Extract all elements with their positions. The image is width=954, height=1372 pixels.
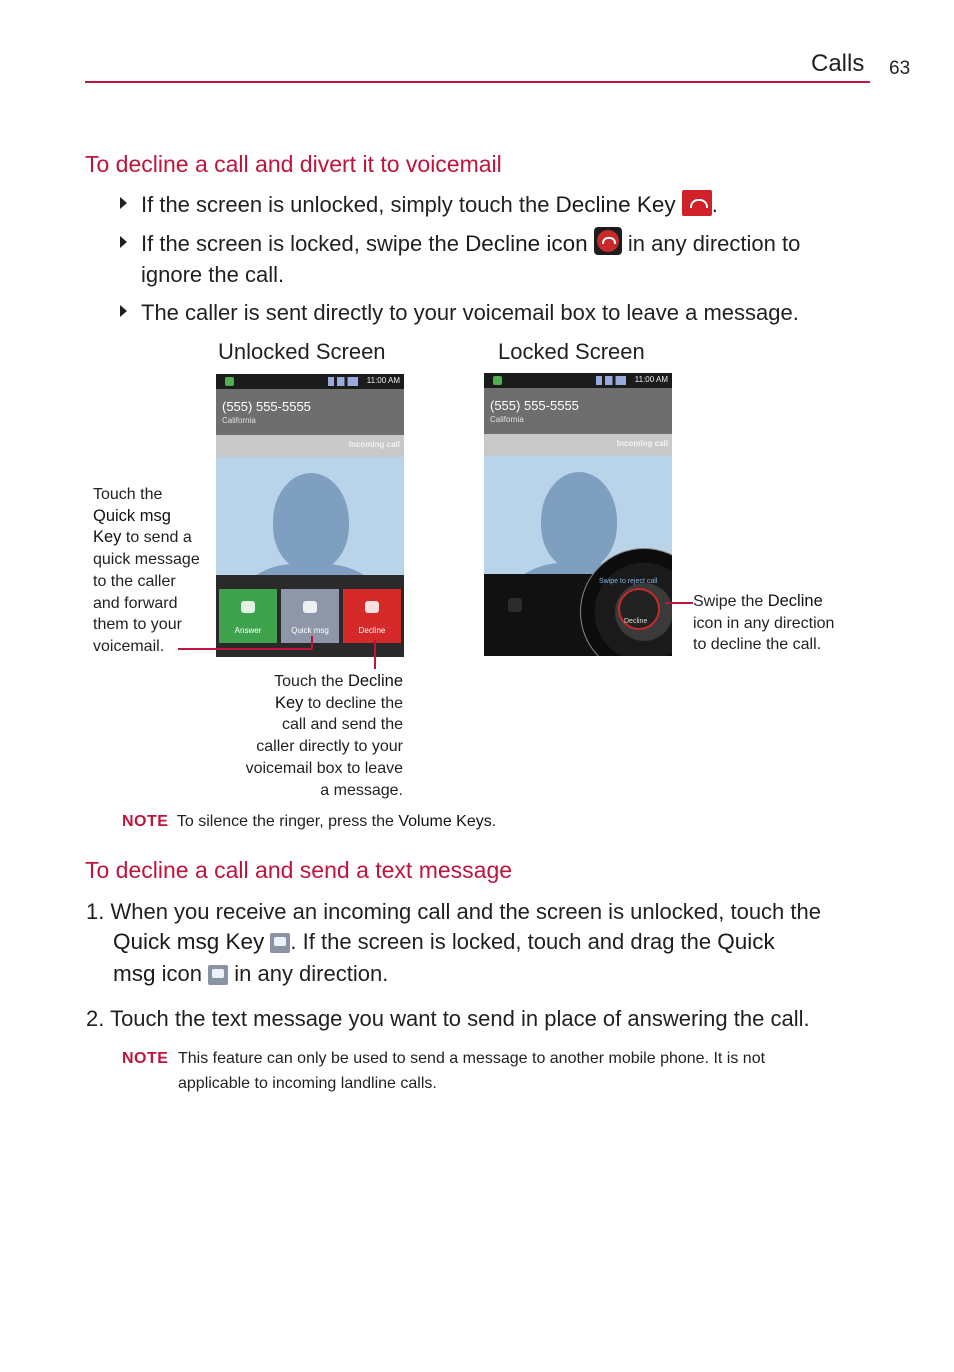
bullet-triangle-icon <box>120 236 127 248</box>
caller-location: California <box>222 416 256 425</box>
lock-swipe-area <box>484 574 672 656</box>
page-number: 63 <box>889 58 911 79</box>
caller-info <box>484 388 672 434</box>
signal-icon <box>596 376 626 385</box>
leader-line-decline <box>374 640 376 669</box>
step-2: 2. Touch the text message you want to send in place of answering the call. <box>86 1006 810 1031</box>
status-bar <box>484 373 672 388</box>
step-1-line1: 1. When you receive an incoming call and the screen is unlocked, touch the <box>86 899 821 924</box>
incoming-call-text: Incoming call <box>616 439 668 448</box>
section-title-calls: Calls <box>811 50 865 77</box>
decline-button[interactable]: Decline <box>343 589 401 643</box>
caller-location: California <box>490 415 524 424</box>
clock: 11:00 AM <box>634 375 668 384</box>
bullet-2: If the screen is locked, swipe the Decline icon in any direction to <box>120 227 800 260</box>
decline-round-icon <box>594 227 622 255</box>
bullet-3: The caller is sent directly to your voicemail box to leave a message. <box>120 297 799 329</box>
unlocked-screen-image <box>216 374 404 657</box>
bullet-2-line2: ignore the call. <box>141 262 285 287</box>
bullet-1: If the screen is unlocked, simply touch the Decline Key . <box>120 189 718 221</box>
leader-line-quick-msg-vertical <box>311 636 313 649</box>
contact-head-icon <box>273 473 349 571</box>
hangup-icon <box>365 601 379 613</box>
callout-swipe-decline: Swipe the Decline icon in any direction to decline the call. <box>693 592 835 654</box>
note-2-line2: applicable to incoming landline calls. <box>178 1075 437 1092</box>
callout-quick-msg: Touch the Quick msg Key to send a quick message to the caller and forward them to your voicemail. <box>93 486 200 655</box>
locked-screen-label: Locked Screen <box>498 339 645 364</box>
status-bar <box>216 374 404 389</box>
note-1: NOTE To silence the ringer, press the Volume Keys. <box>122 813 497 830</box>
locked-screen-image <box>484 373 672 656</box>
leader-line-swipe <box>665 602 693 604</box>
header-rule <box>85 81 870 83</box>
contact-head-icon <box>541 472 617 570</box>
section2-heading: To decline a call and send a text message <box>85 857 513 883</box>
signal-icon <box>328 377 358 386</box>
incoming-call-text: Incoming call <box>348 440 400 449</box>
incoming-banner <box>484 434 672 456</box>
quick-msg-button[interactable]: Quick msg <box>281 589 339 643</box>
decline-label: Decline <box>624 618 648 625</box>
note-2-line1: This feature can only be used to send a message to another mobile phone. It is not <box>178 1050 766 1067</box>
note-label: NOTE <box>122 1050 169 1067</box>
swipe-hint: Swipe to reject call <box>599 578 658 585</box>
incoming-banner <box>216 435 404 457</box>
step-1-line3: msg icon in any direction. <box>113 961 389 986</box>
bullet-triangle-icon <box>120 305 127 317</box>
section1-heading: To decline a call and divert it to voicemail <box>85 151 502 177</box>
message-icon <box>303 601 317 613</box>
clock: 11:00 AM <box>366 376 400 385</box>
call-status-icon <box>225 377 234 386</box>
answer-icon[interactable] <box>508 598 522 612</box>
callout-decline-key: Touch the Decline Key to decline the call and send the caller directly to your voicemail box to leave a message. <box>245 672 403 799</box>
step-1-line2: Quick msg Key . If the screen is locked, touch and drag the Quick <box>113 929 775 954</box>
phone-icon <box>241 601 255 613</box>
quick-msg-icon <box>270 933 290 953</box>
decline-key-icon <box>682 190 712 216</box>
unlocked-screen-label: Unlocked Screen <box>218 339 386 364</box>
caller-number: (555) 555-5555 <box>222 399 311 414</box>
bullet-triangle-icon <box>120 197 127 209</box>
quick-msg-icon <box>208 965 228 985</box>
note-label: NOTE <box>122 813 169 830</box>
caller-number: (555) 555-5555 <box>490 398 579 413</box>
caller-info <box>216 389 404 435</box>
answer-button[interactable]: Answer <box>219 589 277 643</box>
call-status-icon <box>493 376 502 385</box>
call-button-bar <box>216 575 404 657</box>
leader-line-quick-msg <box>178 648 312 650</box>
